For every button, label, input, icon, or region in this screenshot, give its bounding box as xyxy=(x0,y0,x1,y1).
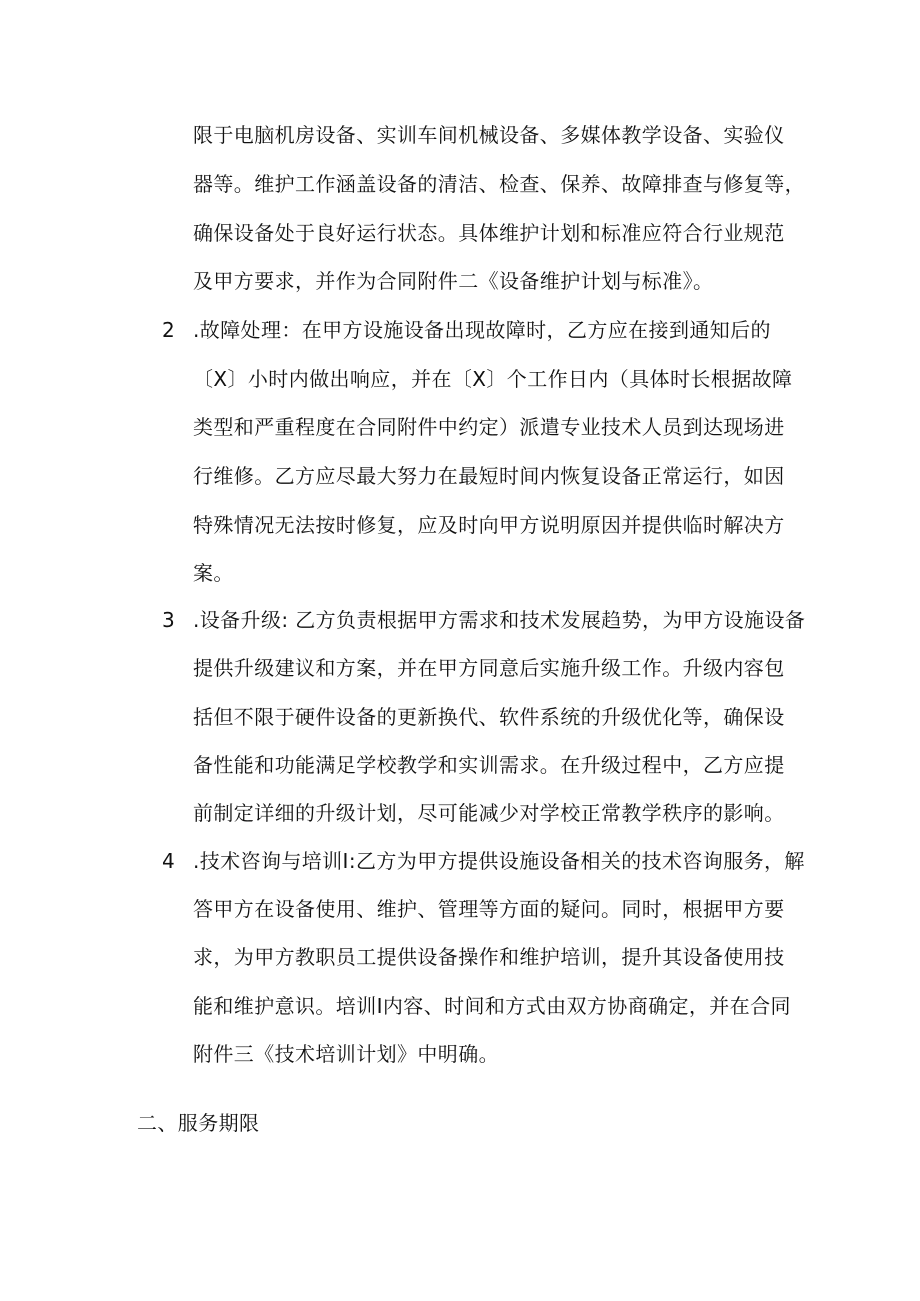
list-item-line: 能和维护意识。培训I内容、时间和方式由双方协商确定，并在合同 xyxy=(193,994,791,1018)
list-item-line: 附件三《技术培训计划》中明确。 xyxy=(193,1042,499,1066)
list-item-line: 特殊情况无法按时修复，应及时向甲方说明原因并提供临时解决方 xyxy=(193,513,785,537)
list-item-line: 提供升级建议和方案，并在甲方同意后实施升级工作。升级内容包 xyxy=(193,656,785,680)
list-item-line: 求，为甲方教职员工提供设备操作和维护培训，提升其设备使用技 xyxy=(193,945,785,969)
list-item-line: .故障处理：在甲方设施设备出现故障时，乙方应在接到通知后的 xyxy=(193,318,771,342)
list-item-line: .技术咨询与培训I:乙方为甲方提供设施设备相关的技术咨询服务，解 xyxy=(193,849,805,873)
list-item-line: 答甲方在设备使用、维护、管理等方面的疑问。同时，根据甲方要 xyxy=(193,897,785,921)
section-heading: 二、服务期限 xyxy=(137,1111,260,1135)
list-item-line: 前制定详细的升级计划，尽可能减少对学校正常教学秩序的影响。 xyxy=(193,801,785,825)
list-item-line: 备性能和功能满足学校教学和实训需求。在升级过程中，乙方应提 xyxy=(193,753,785,777)
paragraph-line: 限于电脑机房设备、实训车间机械设备、多媒体教学设备、实验仪 xyxy=(193,123,785,147)
list-item-line: 类型和严重程度在合同附件中约定）派遣专业技术人员到达现场进 xyxy=(193,415,785,439)
paragraph-line: 及甲方要求，并作为合同附件二《设备维护计划与标准》。 xyxy=(193,269,714,293)
paragraph-line: 确保设备处于良好运行状态。具体维护计划和标准应符合行业规范 xyxy=(193,221,785,245)
list-item-number: 4 xyxy=(162,849,175,873)
list-item-number: 2 xyxy=(162,318,175,342)
paragraph-line: 器等。维护工作涵盖设备的清洁、检查、保养、故障排查与修复等， xyxy=(193,172,805,196)
list-item-line: 括但不限于硬件设备的更新换代、软件系统的升级优化等，确保设 xyxy=(193,705,785,729)
list-item-line: .设备升级: 乙方负责根据甲方需求和技术发展趋势，为甲方设施设备 xyxy=(193,608,806,632)
list-item-line: 〔X〕小时内做出响应，并在〔X〕个工作日内（具体时长根据故障 xyxy=(193,367,793,391)
list-item-number: 3 xyxy=(162,608,175,632)
list-item-line: 案。 xyxy=(193,561,234,585)
list-item-line: 行维修。乙方应尽最大努力在最短时间内恢复设备正常运行，如因 xyxy=(193,464,785,488)
